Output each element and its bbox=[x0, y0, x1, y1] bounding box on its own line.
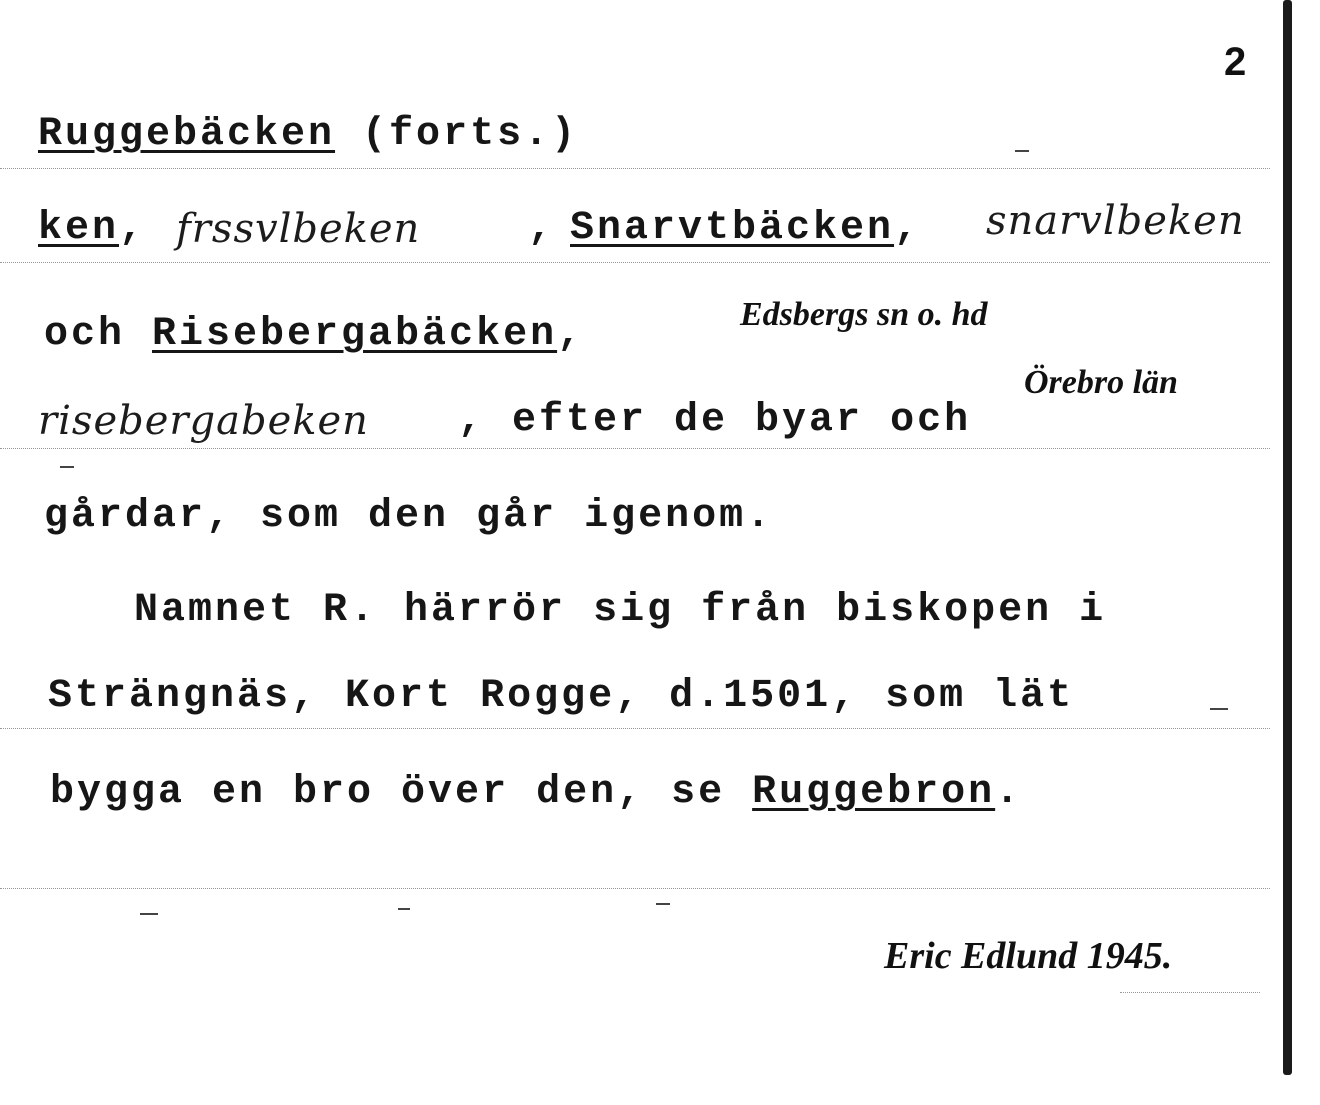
guide-line bbox=[1120, 992, 1260, 993]
typed-line-1 bbox=[38, 112, 578, 157]
sentence: bygga en bro över den, se bbox=[50, 770, 753, 815]
punctuation: , bbox=[119, 206, 147, 251]
typed-line-2 bbox=[38, 206, 146, 251]
headword: Ruggebäcken bbox=[38, 112, 336, 157]
conjunction: och bbox=[44, 312, 153, 357]
name-fragment: ken bbox=[38, 206, 120, 251]
handwritten-pronunciation-2: snarvlbeken bbox=[986, 198, 1245, 244]
parish-stamp: Edsbergs sn o. hd bbox=[740, 296, 988, 333]
author-signature: Eric Edlund 1945. bbox=[884, 935, 1173, 977]
typed-line-3 bbox=[44, 312, 584, 357]
page-number: 2 bbox=[1224, 40, 1247, 84]
typed-line-4: , efter de byar och bbox=[458, 398, 972, 443]
scan-mark bbox=[1210, 708, 1228, 710]
scan-mark bbox=[1015, 150, 1029, 152]
typed-line-6: Namnet R. härrör sig från biskopen i bbox=[134, 588, 1107, 633]
scan-mark bbox=[656, 903, 670, 905]
punctuation: , bbox=[894, 206, 922, 251]
continuation-note: (forts.) bbox=[335, 112, 579, 157]
scan-mark bbox=[398, 908, 410, 910]
county-stamp: Örebro län bbox=[1024, 364, 1178, 401]
guide-line bbox=[0, 448, 1270, 449]
cross-reference: Ruggebron bbox=[752, 770, 996, 815]
card-edge bbox=[1283, 0, 1292, 1075]
scan-mark bbox=[60, 466, 74, 468]
punctuation: . bbox=[995, 770, 1023, 815]
typed-line-5: gårdar, som den går igenom. bbox=[44, 494, 774, 539]
place-name: Risebergabäcken bbox=[152, 312, 558, 357]
handwritten-pronunciation-3: risebergabeken bbox=[38, 398, 369, 444]
guide-line bbox=[0, 888, 1270, 889]
guide-line bbox=[0, 728, 1270, 729]
typed-line-7: Strängnäs, Kort Rogge, d.1501, som lät bbox=[48, 674, 1075, 719]
punctuation: , bbox=[557, 312, 585, 357]
guide-line bbox=[0, 168, 1270, 169]
punctuation: , bbox=[528, 206, 556, 251]
typed-line-8 bbox=[50, 770, 1022, 815]
guide-line bbox=[0, 262, 1270, 263]
typed-name-snarvt bbox=[570, 206, 921, 251]
place-name: Snarvtbäcken bbox=[570, 206, 895, 251]
scan-mark bbox=[140, 913, 158, 915]
handwritten-pronunciation-1: frssvlbeken bbox=[176, 206, 421, 252]
